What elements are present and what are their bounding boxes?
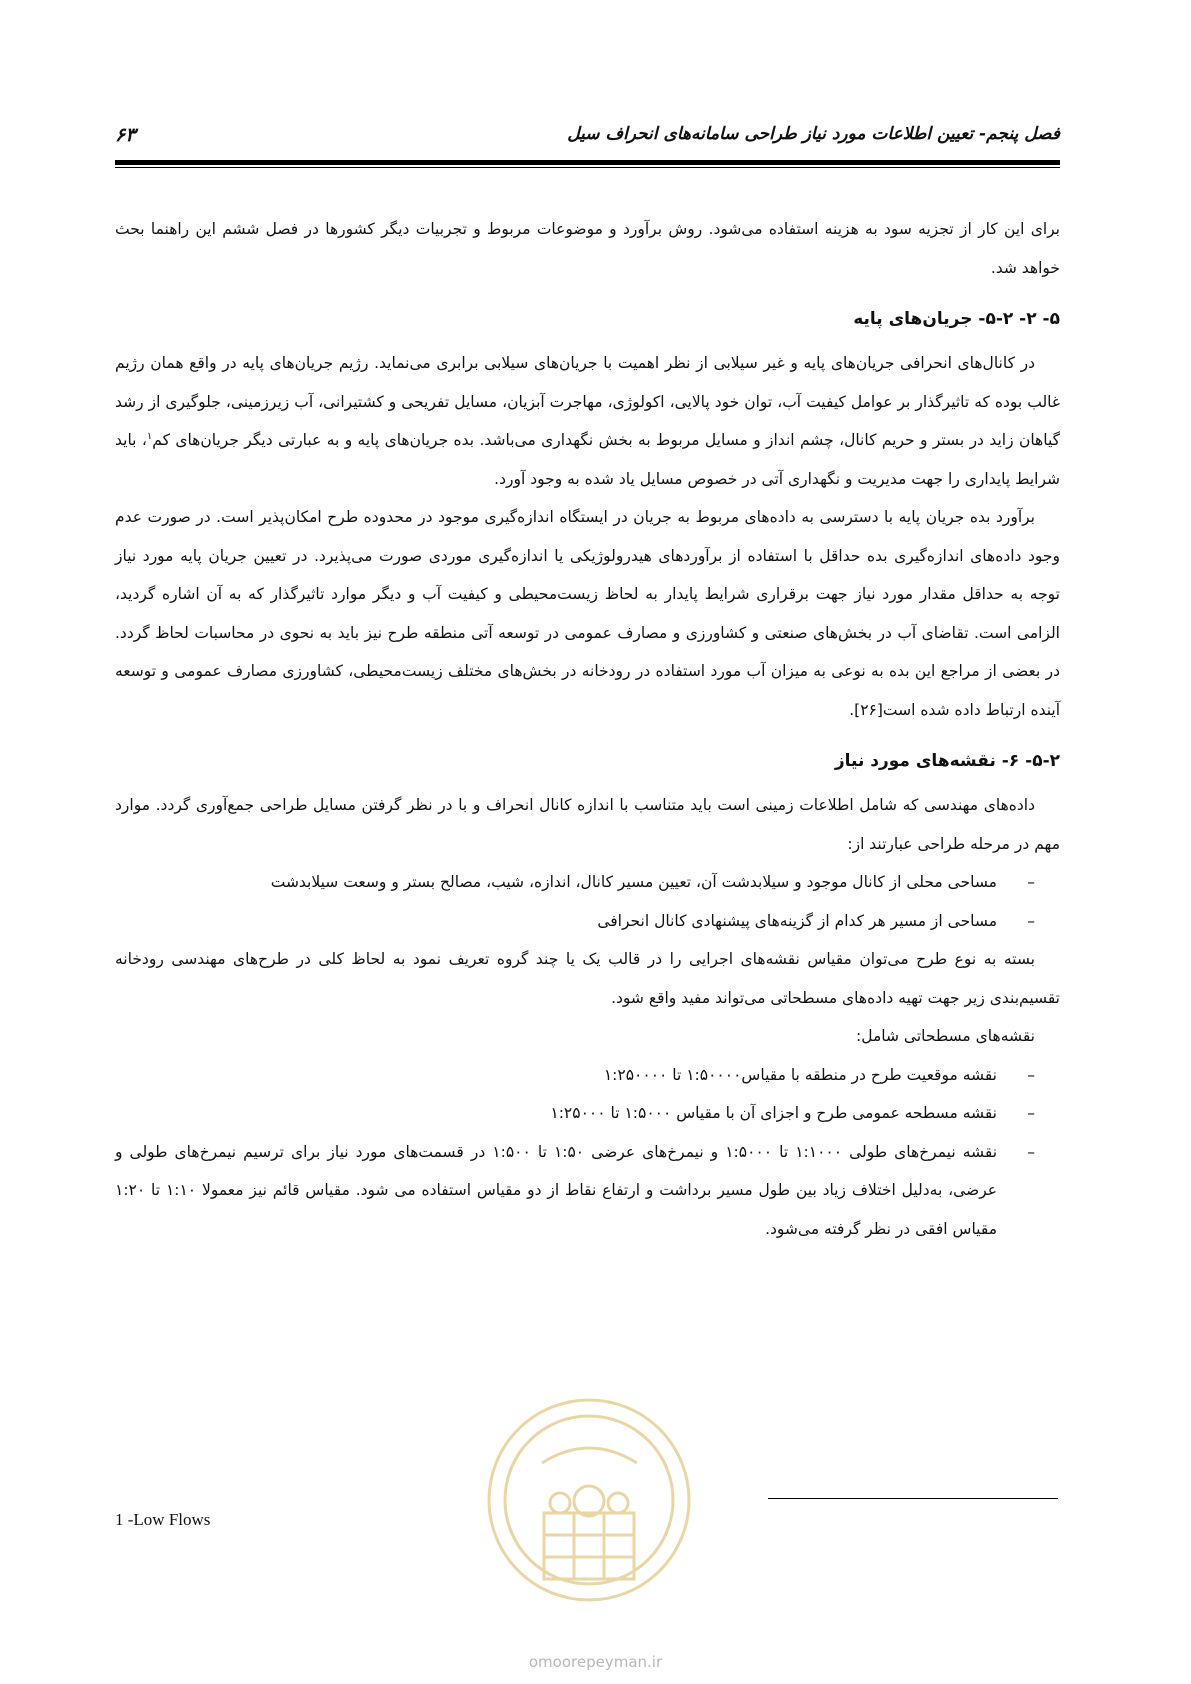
paragraph-text-continued: ، باید شرایط پایداری را جهت مدیریت و نگهداری آتی در خصوص مسایل یاد شده به وجود آورد. [115, 431, 1060, 488]
list-item [115, 1094, 1035, 1133]
map-scales-list [115, 1056, 1060, 1249]
list-item [115, 863, 1035, 902]
watermark-url: omoorepeyman.ir [528, 1653, 663, 1671]
paragraph-maps-2: بسته به نوع طرح می‌توان مقیاس نقشه‌های اجرایی را در قالب یک یا چند گروه تعریف نمود به لحاظ کلی در طرح‌های مهندسی رودخانه تقسیم‌بندی زیر جهت تهیه داده‌های مسطحاتی می‌تواند مفید واقع شود. [115, 950, 1060, 1007]
list-item-text: نقشه مسطحه عمومی طرح و اجزای آن با مقیاس ۱:۵۰۰۰ تا ۱:۲۵۰۰۰ [550, 1104, 997, 1122]
section-heading-base-flows: ۵- ۲- ۵-۲- جریان‌های پایه [853, 309, 1060, 329]
seal-graphic [482, 1393, 697, 1608]
dash-bullet: – [1027, 911, 1035, 930]
chapter-title: فصل پنجم- تعیین اطلاعات مورد نیاز طراحی سامانه‌های انحراف سیل [567, 124, 1060, 144]
paragraph-base-flows-1 [115, 344, 1060, 498]
list-item-text: نقشه نیمرخ‌های طولی ۱:۱۰۰۰ تا ۱:۵۰۰۰ و نیمرخ‌های عرضی ۱:۵۰ تا ۱:۵۰۰ در قسمت‌های مورد نیاز برای ترسیم نیمرخ‌های طولی و عرضی، به‌دلیل اختلاف زیاد بین طول مسیر برداشت و ارتفاع نقاط از دو مقیاس استفاده می شود. مقیاس قائم نیز معمولا ۱:۱۰ تا ۱:۲۰ مقیاس افقی در نظر گرفته می‌شود. [115, 1142, 998, 1238]
list-item [115, 902, 1035, 941]
paragraph-maps-1: داده‌های مهندسی که شامل اطلاعات زمینی است باید متناسب با اندازه کانال انحراف و با در نظر گرفتن مسایل طراحی جمع‌آوری گردد. موارد مهم در مرحله طراحی عبارتند از: [115, 796, 1060, 853]
dash-bullet: – [1027, 1104, 1035, 1122]
page-header [115, 124, 1060, 158]
survey-list [115, 863, 1060, 940]
footnote-rule [768, 1498, 1058, 1499]
list-item-text: نقشه موقعیت طرح در منطقه با مقیاس۱:۵۰۰۰۰ تا ۱:۲۵۰۰۰۰ [603, 1065, 997, 1084]
list-item-text: مساحی محلی از کانال موجود و سیلابدشت آن، تعیین مسیر کانال، اندازه، شیب، مصالح بستر و وسعت سیلابدشت [270, 873, 997, 891]
intro-paragraph: برای این کار از تجزیه سود به هزینه استفاده می‌شود. روش برآورد و موضوعات مربوط و تجربیات دیگر کشورها در فصل ششم این راهنما بحث خواهد شد. [115, 220, 1060, 277]
paragraph-maps-3: نقشه‌های مسطحاتی شامل: [856, 1027, 1035, 1045]
dash-bullet: – [1027, 1065, 1035, 1084]
dash-bullet: – [1027, 1142, 1035, 1161]
dash-bullet: – [1027, 873, 1035, 891]
paragraph-base-flows-2: برآورد بده جریان پایه با دسترسی به داده‌های مربوط به جریان در ایستگاه اندازه‌گیری موجود در محدوده طرح امکان‌پذیر است. در صورت عدم وجود داده‌های اندازه‌گیری بده حداقل با استفاده از برآوردهای هیدرولوژیکی یا اندازه‌گیری موردی صورت می‌پذیرد. در تعیین جریان پایه مورد نیاز توجه به حداقل مقدار مورد نیاز جهت برقراری شرایط پایدار به لحاظ زیست‌محیطی و کیفیت آب و دیگر موارد تاثیرگذار که به آن اشاره گردید، الزامی است. تقاضای آب در بخش‌های صنعتی و کشاورزی و مصارف عمومی در توسعه آتی منطقه طرح نیز باید به نحوی در محاسبات لحاظ گردد. در بعضی از مراجع این بده به نوعی به میزان آب مورد استفاده در رودخانه در بخش‌های مختلف زیست‌محیطی، کشاورزی مصارف عمومی و توسعه آینده ارتباط داده شده است[۲۶]. [115, 508, 1060, 719]
header-rule-thin [115, 167, 1060, 168]
header-rule-thick [115, 160, 1060, 165]
paragraph-text: در کانال‌های انحرافی جریان‌های پایه و غیر سیلابی از نظر اهمیت با جریان‌های سیلابی برابری می‌نماید. رژیم جریان‌های پایه در واقع همان رژیم غالب بوده که تاثیرگذار بر عوامل کیفیت آب، توان خود پالایی، اکولوژی، مهاجرت آبزیان، مسایل تفریحی و کشتیرانی، آب زیرزمینی، جلوگیری از رشد گیاهان زاید در بستر و حریم کانال، چشم انداز و مسایل مربوط به بخش نگهداری می‌باشد. بده جریان‌های پایه و به عبارتی دیگر جریان‌های کم [115, 354, 1061, 449]
list-item [115, 1056, 1035, 1095]
list-item [115, 1133, 1035, 1249]
footnote-ref[interactable]: ۱ [146, 430, 153, 442]
list-item-text: مساحی از مسیر هر کدام از گزینه‌های پیشنهادی کانال انحرافی [597, 911, 997, 930]
body-text [115, 210, 1060, 1248]
footnote: 1 -Low Flows [115, 1510, 211, 1529]
section-heading-required-maps: ۵-۲- ۶- نقشه‌های مورد نیاز [834, 751, 1060, 771]
watermark-seal-icon [482, 1393, 697, 1608]
page-number: ۶۳ [115, 124, 136, 146]
